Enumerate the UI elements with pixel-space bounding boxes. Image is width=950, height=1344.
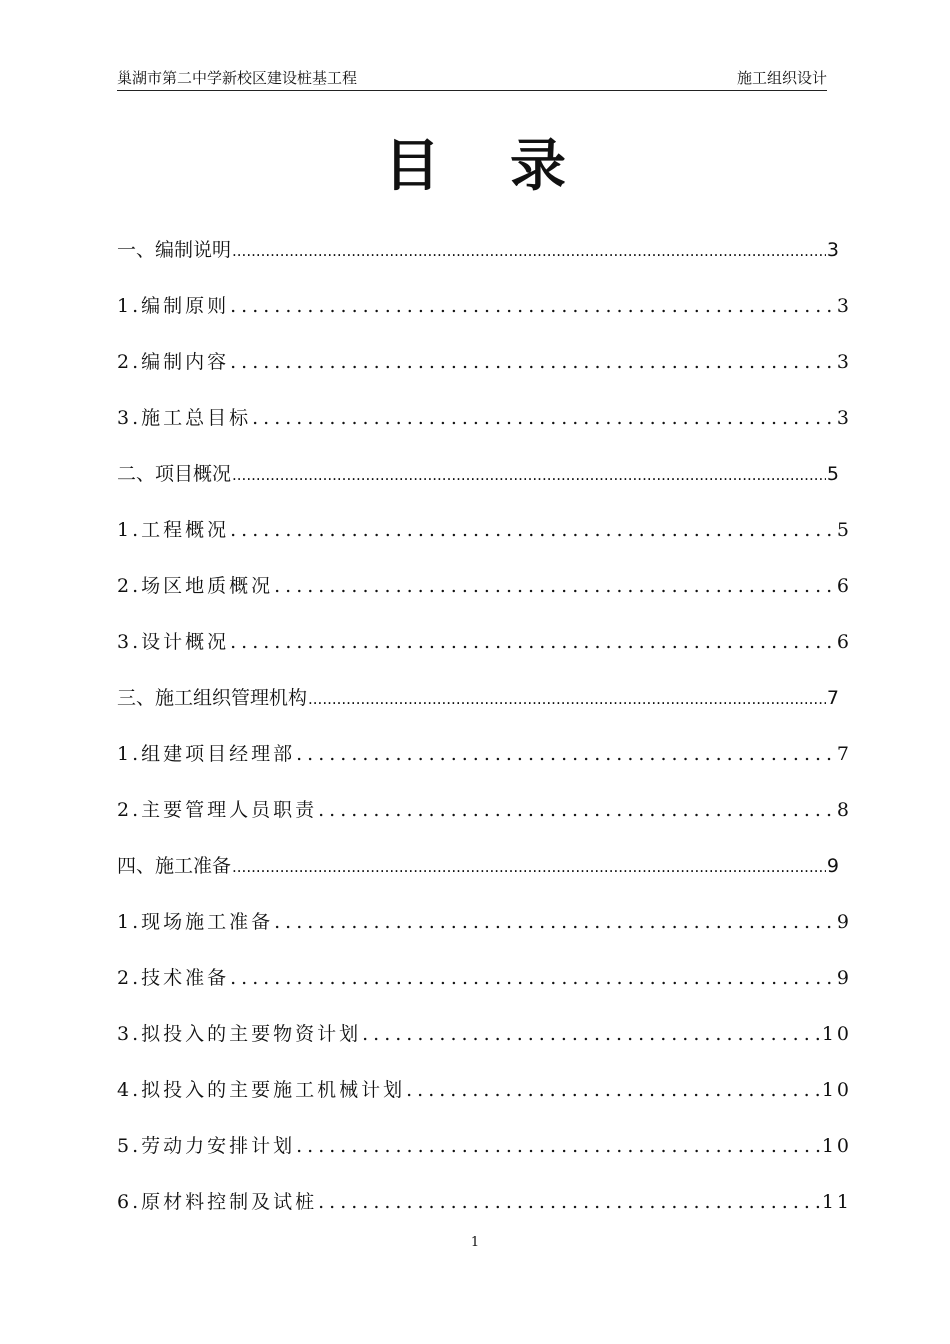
toc-section-entry[interactable] <box>117 894 852 950</box>
toc-entry-label: 5.劳动力安排计划 <box>117 1135 296 1157</box>
toc-chapter-entry[interactable] <box>117 446 839 502</box>
toc-dot-leader <box>318 1174 821 1230</box>
toc-dot-leader <box>232 222 826 279</box>
toc-chapter-entry[interactable] <box>117 838 839 894</box>
toc-entry-label: 1.编制原则 <box>117 295 230 317</box>
toc-dot-leader <box>232 446 826 503</box>
toc-entry-page-number: 11 <box>821 1191 852 1213</box>
toc-section-entry[interactable] <box>117 782 852 838</box>
toc-entry-page-number: 10 <box>821 1023 852 1045</box>
page-number: 1 <box>470 1235 480 1250</box>
toc-dot-leader <box>230 950 836 1006</box>
toc-dot-leader <box>308 670 826 727</box>
toc-entry-label: 3.拟投入的主要物资计划 <box>117 1023 362 1045</box>
toc-entry-page-number: 6 <box>836 575 852 597</box>
toc-entry-page-number: 7 <box>836 743 852 765</box>
toc-dot-leader <box>296 1118 821 1174</box>
toc-entry-label: 4.拟投入的主要施工机械计划 <box>117 1079 406 1101</box>
toc-entry-label: 3.施工总目标 <box>117 407 252 429</box>
toc-entry-label: 3.设计概况 <box>117 631 230 653</box>
toc-dot-leader <box>274 894 836 950</box>
toc-entry-label: 一、编制说明 <box>117 239 232 261</box>
toc-entry-page-number: 9 <box>826 855 839 877</box>
toc-dot-leader <box>296 726 836 782</box>
toc-entry-page-number: 3 <box>836 295 852 317</box>
toc-dot-leader <box>362 1006 821 1062</box>
toc-section-entry[interactable] <box>117 1174 852 1230</box>
toc-dot-leader <box>318 782 836 838</box>
toc-entry-page-number: 5 <box>836 519 852 541</box>
toc-section-entry[interactable] <box>117 278 852 334</box>
toc-section-entry[interactable] <box>117 390 852 446</box>
toc-entry-label: 6.原材料控制及试桩 <box>117 1191 318 1213</box>
toc-section-entry[interactable] <box>117 334 852 390</box>
toc-entry-page-number: 7 <box>826 687 839 709</box>
page-header <box>117 70 827 91</box>
toc-entry-label: 1.组建项目经理部 <box>117 743 296 765</box>
toc-entry-label: 2.场区地质概况 <box>117 575 274 597</box>
toc-section-entry[interactable] <box>117 726 852 782</box>
header-project-name: 巢湖市第二中学新校区建设桩基工程 <box>117 69 358 87</box>
toc-entry-label: 2.主要管理人员职责 <box>117 799 318 821</box>
toc-section-entry[interactable] <box>117 502 852 558</box>
table-of-contents <box>117 222 852 1230</box>
toc-entry-label: 2.编制内容 <box>117 351 230 373</box>
toc-entry-label: 三、施工组织管理机构 <box>117 687 308 709</box>
toc-entry-page-number: 8 <box>836 799 852 821</box>
toc-entry-page-number: 3 <box>836 351 852 373</box>
toc-chapter-entry[interactable] <box>117 222 839 278</box>
toc-entry-label: 2.技术准备 <box>117 967 230 989</box>
toc-entry-label: 四、施工准备 <box>117 855 232 877</box>
toc-section-entry[interactable] <box>117 1062 852 1118</box>
toc-dot-leader <box>230 614 836 670</box>
toc-chapter-entry[interactable] <box>117 670 839 726</box>
toc-section-entry[interactable] <box>117 1118 852 1174</box>
toc-entry-page-number: 5 <box>826 463 839 485</box>
toc-section-entry[interactable] <box>117 614 852 670</box>
header-document-type: 施工组织设计 <box>736 69 827 87</box>
toc-section-entry[interactable] <box>117 558 852 614</box>
toc-entry-label: 1.现场施工准备 <box>117 911 274 933</box>
toc-dot-leader <box>232 838 826 895</box>
toc-dot-leader <box>274 558 836 614</box>
toc-entry-page-number: 10 <box>821 1135 852 1157</box>
toc-dot-leader <box>230 278 836 334</box>
toc-entry-label: 二、项目概况 <box>117 463 232 485</box>
toc-dot-leader <box>406 1062 821 1118</box>
toc-dot-leader <box>230 334 836 390</box>
toc-section-entry[interactable] <box>117 1006 852 1062</box>
toc-entry-page-number: 3 <box>826 239 839 261</box>
toc-entry-page-number: 3 <box>836 407 852 429</box>
toc-entry-page-number: 6 <box>836 631 852 653</box>
toc-entry-page-number: 9 <box>836 967 852 989</box>
toc-dot-leader <box>230 502 836 558</box>
page-title: 目录 <box>384 134 636 199</box>
toc-dot-leader <box>252 390 836 446</box>
toc-entry-label: 1.工程概况 <box>117 519 230 541</box>
toc-entry-page-number: 9 <box>836 911 852 933</box>
toc-section-entry[interactable] <box>117 950 852 1006</box>
toc-entry-page-number: 10 <box>821 1079 852 1101</box>
